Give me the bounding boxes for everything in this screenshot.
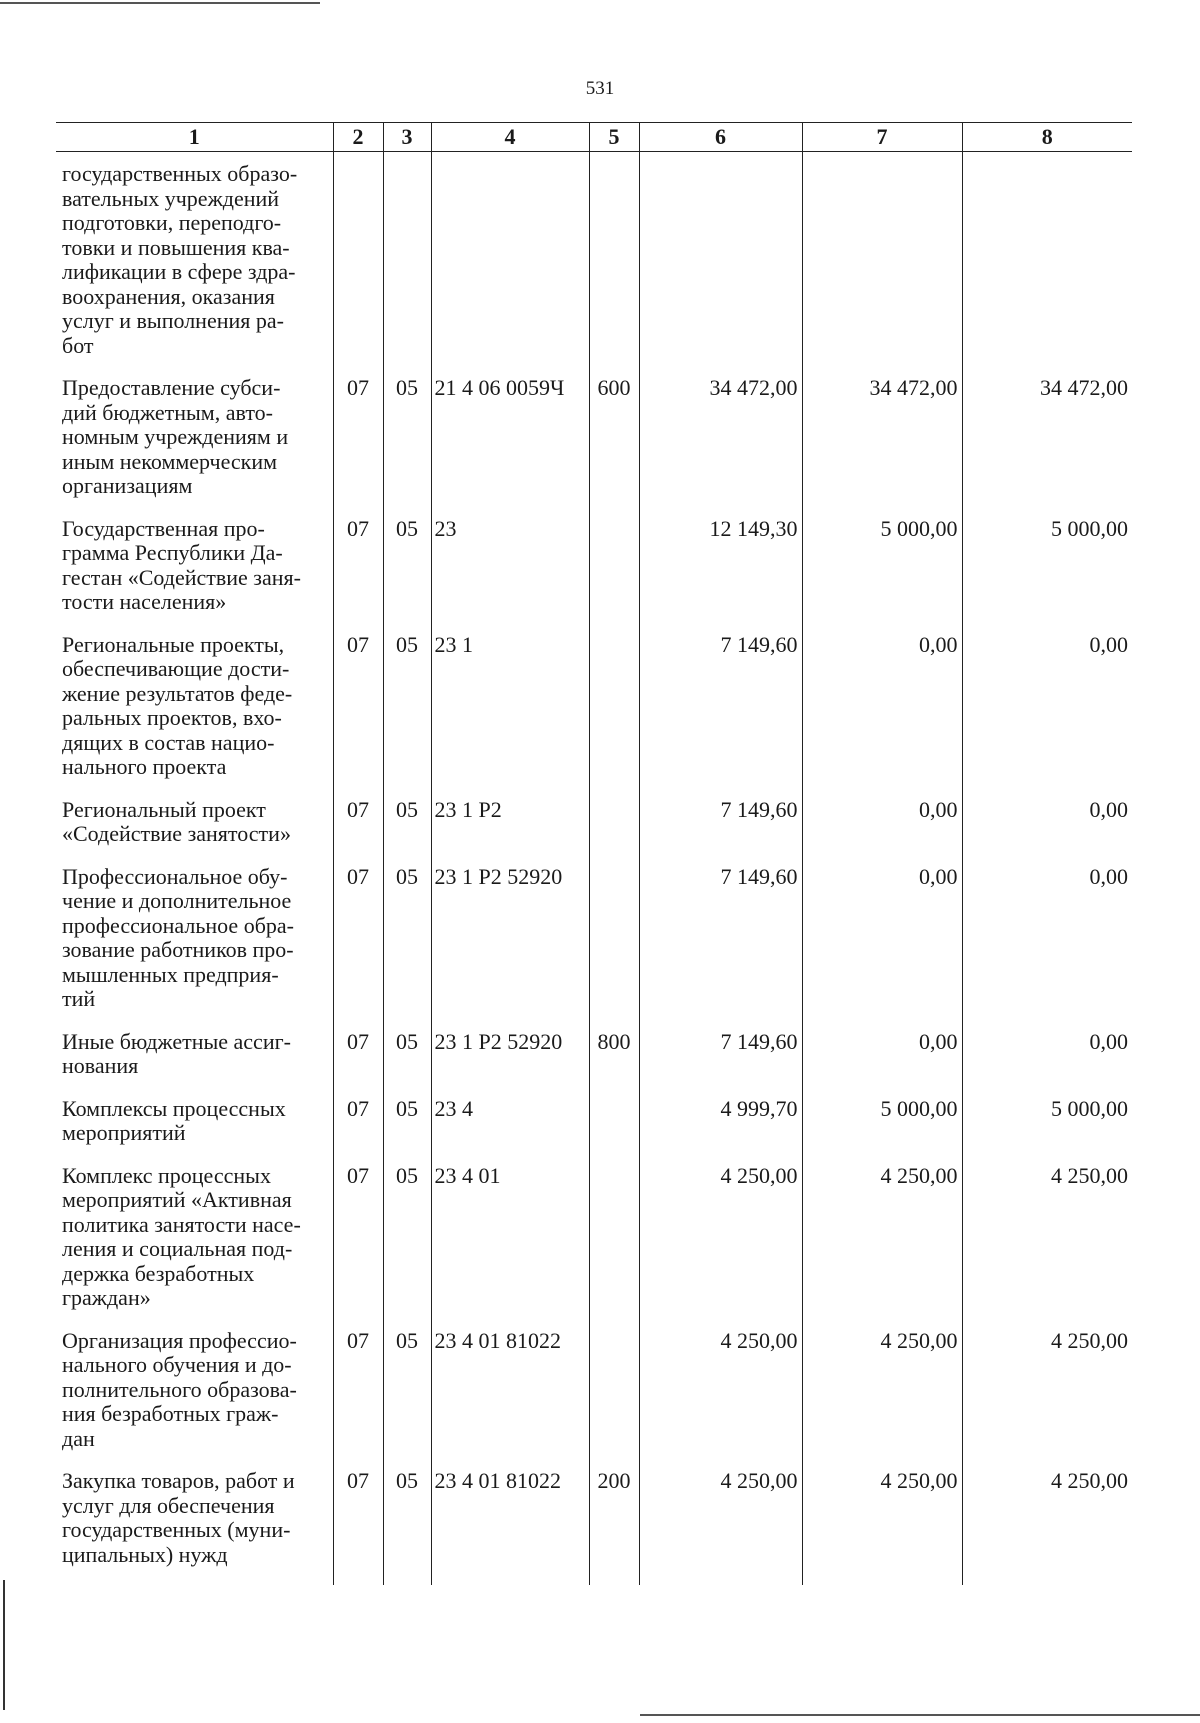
cell-amount-6: 7 149,60 (639, 865, 802, 1030)
cell-section: 07 (333, 633, 383, 798)
cell-target-article (431, 152, 589, 377)
cell-amount-7: 4 250,00 (802, 1329, 962, 1470)
cell-name: Комплексы процессных мероприятий (62, 1095, 286, 1145)
cell-expense-type (589, 1164, 639, 1329)
cell-target-article: 23 (431, 517, 589, 633)
cell-amount-8: 0,00 (962, 865, 1132, 1030)
cell-target-article: 23 4 01 (431, 1164, 589, 1329)
cell-subsection: 05 (383, 517, 431, 633)
cell-subsection: 05 (383, 798, 431, 865)
cell-amount-7: 5 000,00 (802, 517, 962, 633)
table-row (56, 633, 1132, 798)
cell-expense-type: 800 (589, 1030, 639, 1097)
cell-name: Организация профессио- нального обучения и до- полнительного образова- ния безработных граж- дан (62, 1327, 297, 1451)
cell-name: государственных образо- вательных учреждений подготовки, переподго- товки и повышения ква- лификации в сфере здра- воохранения, оказания услуг и выполнения ра- бот (62, 161, 298, 358)
cell-amount-7: 0,00 (802, 633, 962, 798)
cell-name: Предоставление субси- дий бюджетным, авто- номным учреждениям и иным некоммерческим организациям (62, 375, 289, 498)
cell-subsection: 05 (383, 1469, 431, 1585)
cell-subsection: 05 (383, 1030, 431, 1097)
cell-subsection (383, 152, 431, 377)
cell-subsection: 05 (383, 865, 431, 1030)
header-col-1: 1 (56, 123, 333, 152)
cell-section: 07 (333, 1469, 383, 1585)
cell-target-article: 23 4 (431, 1097, 589, 1164)
cell-amount-6: 7 149,60 (639, 633, 802, 798)
cell-amount-7: 0,00 (802, 865, 962, 1030)
table-row (56, 865, 1132, 1030)
table-row (56, 152, 1132, 377)
scan-margin-line (3, 1580, 5, 1710)
cell-expense-type: 200 (589, 1469, 639, 1585)
cell-amount-6: 4 250,00 (639, 1329, 802, 1470)
budget-table (56, 122, 1132, 1585)
page-number: 531 (585, 78, 615, 99)
cell-amount-7: 0,00 (802, 798, 962, 865)
cell-section: 07 (333, 1030, 383, 1097)
table-row (56, 1329, 1132, 1470)
cell-expense-type: 600 (589, 376, 639, 517)
header-col-2: 2 (333, 123, 383, 152)
cell-section: 07 (333, 376, 383, 517)
cell-section: 07 (333, 1097, 383, 1164)
header-col-5: 5 (589, 123, 639, 152)
cell-name: Иные бюджетные ассиг- нования (62, 1028, 291, 1078)
cell-amount-8: 34 472,00 (962, 376, 1132, 517)
cell-amount-6: 7 149,60 (639, 798, 802, 865)
cell-name: Региональные проекты, обеспечивающие дости- жение результатов феде- ральных проектов, вхо- дящих в состав нацио- нального проекта (62, 631, 293, 779)
cell-name: Государственная про- грамма Республики Да- гестан «Содействие заня- тости населения» (62, 515, 301, 614)
cell-expense-type (589, 865, 639, 1030)
cell-target-article: 23 4 01 81022 (431, 1329, 589, 1470)
cell-subsection: 05 (383, 1329, 431, 1470)
cell-target-article: 21 4 06 0059Ч (431, 376, 589, 517)
cell-amount-7: 34 472,00 (802, 376, 962, 517)
header-col-4: 4 (431, 123, 589, 152)
cell-amount-7: 0,00 (802, 1030, 962, 1097)
cell-amount-6: 7 149,60 (639, 1030, 802, 1097)
cell-name: Комплекс процессных мероприятий «Активная политика занятости насе- ления и социальная под- держка безработных граждан» (62, 1162, 301, 1310)
cell-section (333, 152, 383, 377)
scan-bottom-rule (640, 1714, 1200, 1716)
header-col-3: 3 (383, 123, 431, 152)
cell-target-article: 23 1 (431, 633, 589, 798)
cell-target-article: 23 1 Р2 52920 (431, 865, 589, 1030)
table-row (56, 798, 1132, 865)
cell-amount-8: 0,00 (962, 1030, 1132, 1097)
cell-amount-6: 12 149,30 (639, 517, 802, 633)
cell-name: Профессиональное обу- чение и дополнительное профессиональное обра- зование работников про- мышленных предприя- тий (62, 863, 294, 1011)
cell-amount-7 (802, 152, 962, 377)
cell-subsection: 05 (383, 376, 431, 517)
cell-amount-8 (962, 152, 1132, 377)
cell-amount-7: 5 000,00 (802, 1097, 962, 1164)
table-row (56, 1164, 1132, 1329)
table-header-row (56, 123, 1132, 152)
cell-amount-8: 0,00 (962, 633, 1132, 798)
cell-section: 07 (333, 1164, 383, 1329)
cell-amount-8: 4 250,00 (962, 1164, 1132, 1329)
cell-amount-7: 4 250,00 (802, 1469, 962, 1585)
cell-amount-6 (639, 152, 802, 377)
cell-target-article: 23 1 Р2 52920 (431, 1030, 589, 1097)
cell-amount-6: 34 472,00 (639, 376, 802, 517)
cell-expense-type (589, 1097, 639, 1164)
cell-amount-6: 4 250,00 (639, 1469, 802, 1585)
cell-section: 07 (333, 798, 383, 865)
cell-amount-8: 4 250,00 (962, 1469, 1132, 1585)
cell-amount-8: 5 000,00 (962, 517, 1132, 633)
cell-section: 07 (333, 517, 383, 633)
table-body (56, 152, 1132, 1586)
table-row (56, 1030, 1132, 1097)
cell-subsection: 05 (383, 1164, 431, 1329)
cell-subsection: 05 (383, 1097, 431, 1164)
scan-top-rule (0, 2, 320, 4)
cell-subsection: 05 (383, 633, 431, 798)
cell-name: Региональный проект «Содействие занятости» (62, 796, 291, 846)
table-row (56, 1097, 1132, 1164)
cell-expense-type (589, 633, 639, 798)
cell-expense-type (589, 798, 639, 865)
cell-expense-type (589, 152, 639, 377)
table-row (56, 376, 1132, 517)
cell-amount-8: 0,00 (962, 798, 1132, 865)
cell-amount-6: 4 999,70 (639, 1097, 802, 1164)
cell-section: 07 (333, 1329, 383, 1470)
cell-expense-type (589, 517, 639, 633)
cell-amount-6: 4 250,00 (639, 1164, 802, 1329)
cell-name: Закупка товаров, работ и услуг для обеспечения государственных (муни- ципальных) нужд (62, 1468, 295, 1567)
header-col-6: 6 (639, 123, 802, 152)
cell-amount-8: 4 250,00 (962, 1329, 1132, 1470)
cell-target-article: 23 4 01 81022 (431, 1469, 589, 1585)
table-row (56, 1469, 1132, 1585)
cell-amount-7: 4 250,00 (802, 1164, 962, 1329)
cell-target-article: 23 1 Р2 (431, 798, 589, 865)
cell-section: 07 (333, 865, 383, 1030)
cell-expense-type (589, 1329, 639, 1470)
header-col-8: 8 (962, 123, 1132, 152)
table-row (56, 517, 1132, 633)
header-col-7: 7 (802, 123, 962, 152)
cell-amount-8: 5 000,00 (962, 1097, 1132, 1164)
